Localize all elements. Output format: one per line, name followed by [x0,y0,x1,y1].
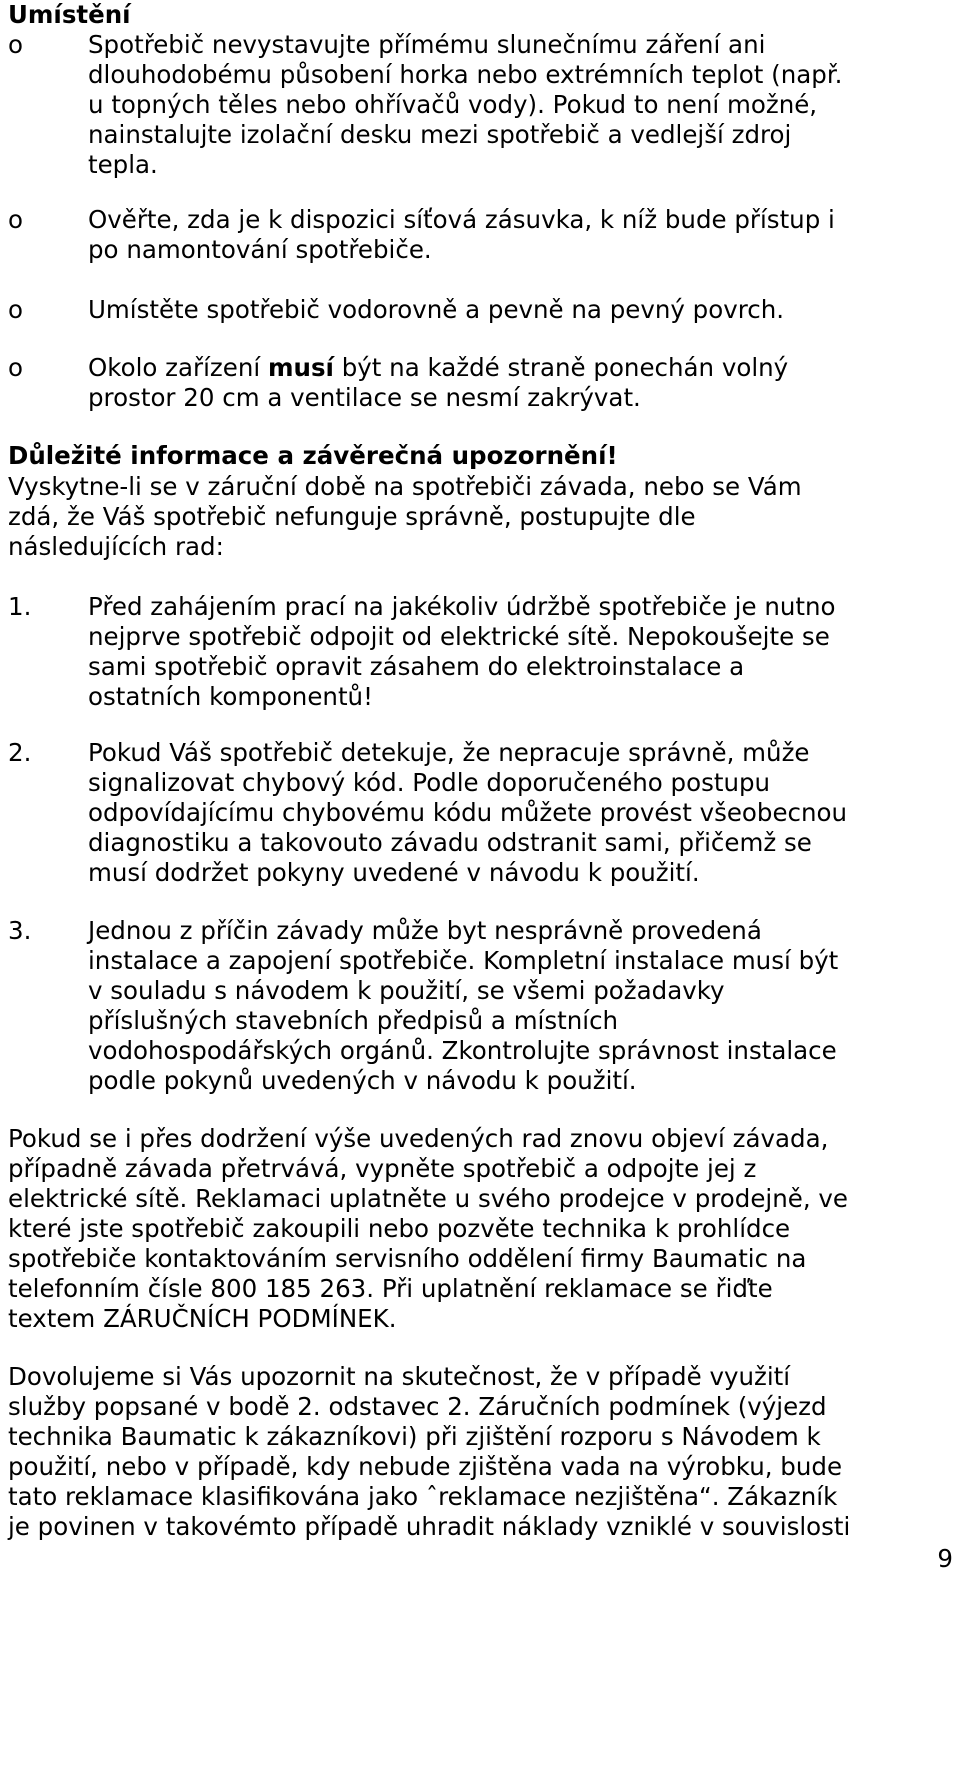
item-line: instalace a zapojení spotřebiče. Kompletní instalace musí být [88,946,839,975]
bullet-line [88,353,788,383]
section-heading-dulezite-informace: Důležité informace a závěrečná upozornění! [8,441,618,470]
item-number: 2. [8,738,32,767]
paragraph-line: které jste spotřebič zakoupili nebo pozvěte technika k prohlídce [8,1214,791,1243]
paragraph-line: elektrické sítě. Reklamaci uplatněte u svého prodejce v prodejně, ve [8,1184,848,1213]
bullet-symbol: o [8,353,23,382]
paragraph-line: tato reklamace klasifikována jako ˆreklamace nezjištěna“. Zákazník [8,1482,838,1511]
section-heading-umisteni: Umístění [8,0,131,29]
item-line: musí dodržet pokyny uvedené v návodu k použití. [88,858,700,887]
paragraph-line: spotřebiče kontaktováním servisního oddělení firmy Baumatic na [8,1244,807,1273]
paragraph-line: zdá, že Váš spotřebič nefunguje správně, postupujte dle [8,502,696,531]
paragraph-line: technika Baumatic k zákazníkovi) při zjištění rozporu s Návodem k [8,1422,821,1451]
bullet-line: Ověřte, zda je k dispozici síťová zásuvka, k níž bude přístup i [88,205,835,234]
item-line: signalizovat chybový kód. Podle doporučeného postupu [88,768,771,797]
bullet-line: Umístěte spotřebič vodorovně a pevně na pevný povrch. [88,295,785,324]
page-number: 9 [937,1544,953,1573]
item-number: 1. [8,592,32,621]
item-number: 3. [8,916,32,945]
bullet-text: být na každé straně ponechán volný [333,353,789,382]
bullet-line: prostor 20 cm a ventilace se nesmí zakrývat. [88,383,641,412]
bullet-line: Spotřebič nevystavujte přímému slunečnímu záření ani [88,30,766,59]
paragraph-line: telefonním čísle 800 185 263. Při uplatnění reklamace se řiďte [8,1274,773,1303]
paragraph-line: Dovolujeme si Vás upozornit na skutečnost, že v případě využití [8,1362,791,1391]
paragraph-line: služby popsané v bodě 2. odstavec 2. Záručních podmínek (výjezd [8,1392,827,1421]
item-line: v souladu s návodem k použití, se všemi požadavky [88,976,725,1005]
item-line: příslušných stavebních předpisů a místních [88,1006,619,1035]
item-line: sami spotřebič opravit zásahem do elektroinstalace a [88,652,745,681]
item-line: nejprve spotřebič odpojit od elektrické sítě. Nepokoušejte se [88,622,830,651]
item-line: Před zahájením prací na jakékoliv údržbě spotřebiče je nutno [88,592,836,621]
paragraph-line: textem ZÁRUČNÍCH PODMÍNEK. [8,1304,397,1333]
bullet-line: u topných těles nebo ohřívačů vody). Pokud to není možné, [88,90,818,119]
bullet-text: Okolo zařízení [88,353,268,382]
paragraph-line: použití, nebo v případě, kdy nebude zjištěna vada na výrobku, bude [8,1452,843,1481]
item-line: Jednou z příčin závady může byt nesprávně provedená [88,916,762,945]
item-line: Pokud Váš spotřebič detekuje, že nepracuje správně, může [88,738,810,767]
paragraph-line: Pokud se i přes dodržení výše uvedených rad znovu objeví závada, [8,1124,829,1153]
bullet-line: tepla. [88,150,158,179]
bullet-line: dlouhodobému působení horka nebo extrémních teplot (např. [88,60,843,89]
bullet-symbol: o [8,205,23,234]
item-line: diagnostiku a takovouto závadu odstranit sami, přičemž se [88,828,812,857]
item-line: podle pokynů uvedených v návodu k použití. [88,1066,637,1095]
paragraph-line: případně závada přetrvává, vypněte spotřebič a odpojte jej z [8,1154,757,1183]
bullet-symbol: o [8,295,23,324]
bullet-line: nainstalujte izolační desku mezi spotřebič a vedlejší zdroj [88,120,792,149]
paragraph-line: následujících rad: [8,532,224,561]
item-line: odpovídajícímu chybovému kódu můžete provést všeobecnou [88,798,848,827]
bullet-symbol: o [8,30,23,59]
emphasis-text: musí [267,353,334,382]
paragraph-line: je povinen v takovémto případě uhradit náklady vzniklé v souvislosti [8,1512,851,1541]
item-line: ostatních komponentů! [88,682,373,711]
paragraph-line: Vyskytne-li se v záruční době na spotřebiči závada, nebo se Vám [8,472,802,501]
bullet-line: po namontování spotřebiče. [88,235,432,264]
item-line: vodohospodářských orgánů. Zkontrolujte správnost instalace [88,1036,837,1065]
